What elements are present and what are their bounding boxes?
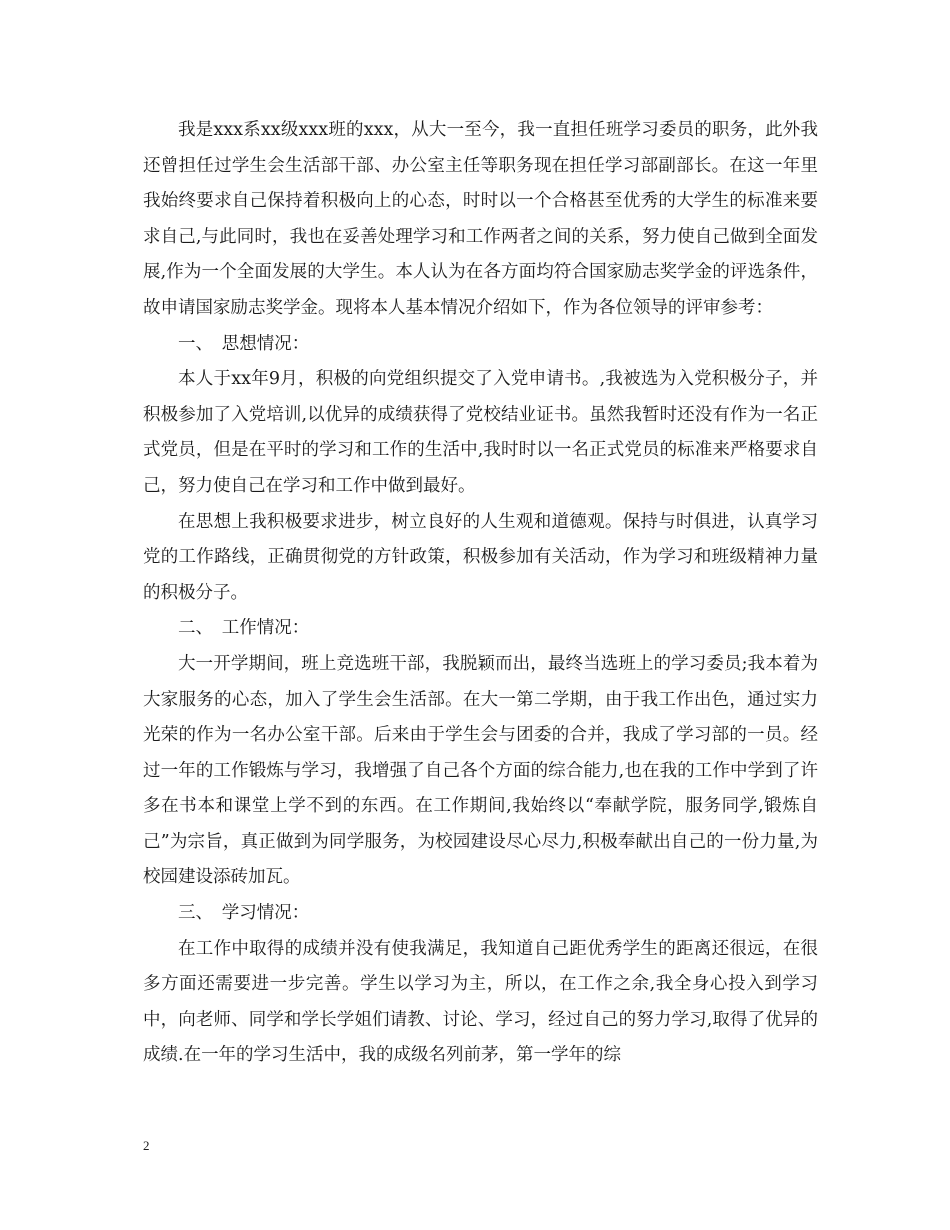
paragraph-intro: 我是xxx系xx级xxx班的xxx，从大一至今，我一直担任班学习委员的职务，此外我还曾担任过学生会生活部干部、办公室主任等职务现在担任学习部副部长。在这一年里我始终要求自己保持着积极向上的心态，时时以一个合格甚至优秀的大学生的标准来要求自己,与此同时，我也在妥善处理学习和工作两者之间的关系，努力使自己做到全面发展,作为一个全面发展的大学生。本人认为在各方面均符合国家励志奖学金的评选条件，故申请国家励志奖学金。现将本人基本情况介绍如下，作为各位领导的评审参考： (143, 120, 818, 318)
section-heading-study: 三、 学习情况： (178, 903, 310, 924)
document-body (143, 113, 818, 1074)
paragraph-study: 在工作中取得的成绩并没有使我满足，我知道自己距优秀学生的距离还很远，在很多方面还需要进一步完善。学生以学习为主，所以，在工作之余,我全身心投入到学习中，向老师、同学和学长学姐们请教、讨论、学习，经过自己的努力学习,取得了优异的成绩.在一年的学习生活中，我的成级名列前茅，第一学年的综 (143, 938, 818, 1066)
page-number: 2 (143, 1138, 150, 1153)
section-heading-thought: 一、 思想情况： (178, 333, 310, 354)
paragraph-work: 大一开学期间，班上竞选班干部，我脱颖而出，最终当选班上的学习委员;我本着为大家服务的心态，加入了学生会生活部。在大一第二学期，由于我工作出色，通过实力光荣的作为一名办公室干部。后来由于学生会与团委的合并，我成了学习部的一员。经过一年的工作锻炼与学习，我增强了自己各个方面的综合能力,也在我的工作中学到了许多在书本和课堂上学不到的东西。在工作期间,我始终以“奉献学院，服务同学,锻炼自己”为宗旨，真正做到为同学服务，为校园建设尽心尽力,积极奉献出自己的一份力量,为校园建设添砖加瓦。 (143, 653, 818, 888)
section-heading-work: 二、 工作情况： (178, 618, 310, 639)
paragraph-thought-1: 本人于xx年9月，积极的向党组织提交了入党申请书。,我被选为入党积极分子，并积极参加了入党培训,以优异的成绩获得了党校结业证书。虽然我暂时还没有作为一名正式党员，但是在平时的学习和工作的生活中,我时时以一名正式党员的标准来严格要求自己，努力使自己在学习和工作中做到最好。 (143, 369, 818, 496)
paragraph-thought-2: 在思想上我积极要求进步，树立良好的人生观和道德观。保持与时俱进，认真学习党的工作路线，正确贯彻党的方针政策，积极参加有关活动，作为学习和班级精神力量的积极分子。 (143, 511, 818, 603)
